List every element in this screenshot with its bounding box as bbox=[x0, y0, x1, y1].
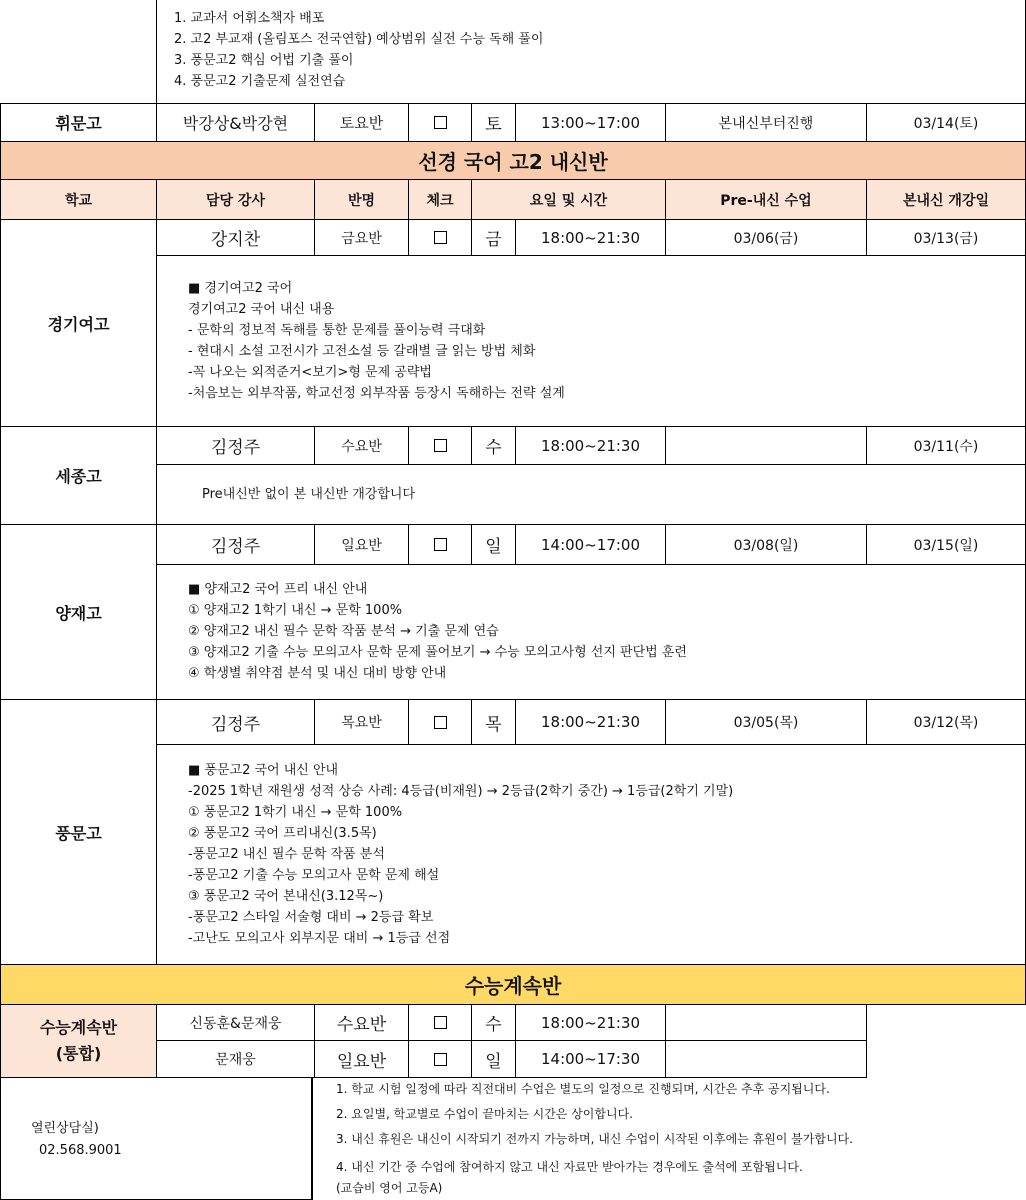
checkbox-icon[interactable] bbox=[434, 538, 447, 551]
note-line: ① 양재고2 1학기 내신 → 문학 100% bbox=[188, 603, 403, 618]
pre-class-cell bbox=[666, 427, 867, 465]
day-cell: 수 bbox=[472, 427, 516, 465]
class-name: 수요반 bbox=[315, 427, 409, 465]
class-name: 금요반 bbox=[315, 220, 409, 256]
time-cell: 18:00~21:30 bbox=[516, 700, 666, 745]
open-date-cell: 03/15(일) bbox=[867, 525, 1026, 565]
check-cell[interactable] bbox=[409, 525, 472, 565]
class-name: 목요반 bbox=[315, 700, 409, 745]
note-line: -2025 1학년 재원생 성적 상승 사례: 4등급(비재원) → 2등급(2학기 중간) → 1등급(2학기 기말) bbox=[188, 784, 734, 799]
contact-label: 열린상담실) bbox=[31, 1121, 99, 1136]
check-cell[interactable] bbox=[409, 104, 472, 142]
time-cell: 14:00~17:30 bbox=[516, 1041, 666, 1078]
school-name: 양재고 bbox=[0, 525, 157, 700]
class-name: 수요반 bbox=[315, 1005, 409, 1041]
day-cell: 수 bbox=[472, 1005, 516, 1041]
header-pre: Pre-내신 수업 bbox=[666, 180, 867, 220]
checkbox-icon[interactable] bbox=[434, 231, 447, 244]
note-line: Pre내신반 없이 본 내신반 개강합니다 bbox=[202, 487, 416, 502]
empty-cell bbox=[666, 1005, 867, 1041]
dept-name bbox=[0, 1005, 157, 1078]
check-cell[interactable] bbox=[409, 427, 472, 465]
pre-class-cell: 03/06(금) bbox=[666, 220, 867, 256]
open-date-cell: 03/11(수) bbox=[867, 427, 1026, 465]
pre-class-cell: 본내신부터진행 bbox=[666, 104, 867, 142]
teacher-name: 강지찬 bbox=[157, 220, 315, 256]
school-name: 휘문고 bbox=[0, 104, 157, 142]
pre-class-cell: 03/08(일) bbox=[666, 525, 867, 565]
note-line: -풍문고2 스타일 서술형 대비 → 2등급 확보 bbox=[188, 910, 434, 925]
pre-class-cell: 03/05(목) bbox=[666, 700, 867, 745]
day-cell: 일 bbox=[472, 1041, 516, 1078]
dept-line: (통합) bbox=[55, 1044, 102, 1063]
note-line: ② 풍문고2 국어 프리내신(3.5목) bbox=[188, 826, 377, 841]
header-check: 체크 bbox=[409, 180, 472, 220]
footer-note: 1. 학교 시험 일정에 따라 직전대비 수업은 별도의 일정으로 진행되며, 시간은 추후 공지됩니다. bbox=[336, 1082, 830, 1096]
class-notes bbox=[202, 484, 415, 505]
open-date-cell: 03/13(금) bbox=[867, 220, 1026, 256]
checkbox-icon[interactable] bbox=[434, 1053, 447, 1066]
class-notes bbox=[188, 760, 733, 949]
day-cell: 목 bbox=[472, 700, 516, 745]
top-school-cell bbox=[0, 0, 157, 104]
section-title: 수능계속반 bbox=[0, 965, 1026, 1005]
open-date-cell: 03/14(토) bbox=[867, 104, 1026, 142]
dept-line: 수능계속반 bbox=[39, 1018, 118, 1037]
footer-note: 4. 내신 기간 중 수업에 참여하지 않고 내신 자료만 받아가는 경우에도 출석에 포함됩니다. bbox=[336, 1160, 803, 1174]
footer-note: (교습비 영어 고등A) bbox=[336, 1181, 443, 1195]
checkbox-icon[interactable] bbox=[434, 439, 447, 452]
note-line: - 문학의 정보적 독해를 통한 문제를 풀이능력 극대화 bbox=[188, 323, 486, 338]
note-line: 2. 고2 부교재 (올림포스 전국연합) 예상범위 실전 수능 독해 풀이 bbox=[174, 32, 544, 47]
footer-notes bbox=[336, 1079, 853, 1199]
note-line: -꼭 나오는 외적준거<보기>형 문제 공략법 bbox=[188, 365, 432, 380]
contact-cell bbox=[0, 1078, 313, 1200]
check-cell[interactable] bbox=[409, 700, 472, 745]
time-cell: 18:00~21:30 bbox=[516, 427, 666, 465]
header-school: 학교 bbox=[0, 180, 157, 220]
teacher-name: 김정주 bbox=[157, 700, 315, 745]
class-name: 일요반 bbox=[315, 1041, 409, 1078]
note-line: ③ 양재고2 기출 수능 모의고사 문학 문제 풀어보기 → 수능 모의고사형 선지 판단법 훈련 bbox=[188, 645, 687, 660]
school-name: 풍문고 bbox=[0, 700, 157, 965]
header-daytime: 요일 및 시간 bbox=[472, 180, 666, 220]
note-line: ① 풍문고2 1학기 내신 → 문학 100% bbox=[188, 805, 403, 820]
note-line: 3. 풍문고2 핵심 어법 기출 풀이 bbox=[174, 53, 354, 68]
check-cell[interactable] bbox=[409, 1041, 472, 1078]
footer-note: 3. 내신 휴원은 내신이 시작되기 전까지 가능하며, 내신 수업이 시작된 이후에는 휴원이 불가합니다. bbox=[336, 1132, 853, 1146]
section-title: 선경 국어 고2 내신반 bbox=[0, 142, 1026, 180]
header-open: 본내신 개강일 bbox=[867, 180, 1026, 220]
note-line: -처음보는 외부작품, 학교선정 외부작품 등장시 독해하는 전략 설계 bbox=[188, 386, 565, 401]
top-notes bbox=[174, 8, 543, 92]
contact-phone: 02.568.9001 bbox=[39, 1143, 122, 1158]
note-line: -고난도 모의고사 외부지문 대비 → 1등급 선점 bbox=[188, 931, 451, 946]
note-line: ③ 풍문고2 국어 본내신(3.12목~) bbox=[188, 889, 384, 904]
note-line: 1. 교과서 어휘소책자 배포 bbox=[174, 11, 325, 26]
note-line: -풍문고2 내신 필수 문학 작품 분석 bbox=[188, 847, 385, 862]
note-line: ② 양재고2 내신 필수 문학 작품 분석 → 기출 문제 연습 bbox=[188, 624, 499, 639]
class-name: 토요반 bbox=[315, 104, 409, 142]
header-teacher: 담당 강사 bbox=[157, 180, 315, 220]
teacher-name: 김정주 bbox=[157, 525, 315, 565]
note-line: - 현대시 소설 고전시가 고전소설 등 갈래별 글 읽는 방법 체화 bbox=[188, 344, 536, 359]
note-line: ④ 학생별 취약점 분석 및 내신 대비 방향 안내 bbox=[188, 666, 447, 681]
check-cell[interactable] bbox=[409, 220, 472, 256]
class-notes bbox=[188, 278, 565, 404]
teacher-name: 신동훈&문재웅 bbox=[157, 1005, 315, 1041]
check-cell[interactable] bbox=[409, 1005, 472, 1041]
note-line: 경기여고2 국어 내신 내용 bbox=[188, 302, 335, 317]
school-name: 경기여고 bbox=[0, 220, 157, 427]
time-cell: 14:00~17:00 bbox=[516, 525, 666, 565]
school-name: 세종고 bbox=[0, 427, 157, 525]
note-line: ■ 풍문고2 국어 내신 안내 bbox=[188, 763, 339, 778]
teacher-name: 문재웅 bbox=[157, 1041, 315, 1078]
day-cell: 토 bbox=[472, 104, 516, 142]
time-cell: 18:00~21:30 bbox=[516, 1005, 666, 1041]
class-name: 일요반 bbox=[315, 525, 409, 565]
checkbox-icon[interactable] bbox=[434, 716, 447, 729]
note-line: ■ 경기여고2 국어 bbox=[188, 281, 293, 296]
time-cell: 18:00~21:30 bbox=[516, 220, 666, 256]
checkbox-icon[interactable] bbox=[434, 1016, 447, 1029]
teacher-name: 박강상&박강현 bbox=[157, 104, 315, 142]
class-notes bbox=[188, 579, 687, 684]
note-line: ■ 양재고2 국어 프리 내신 안내 bbox=[188, 582, 368, 597]
header-class: 반명 bbox=[315, 180, 409, 220]
day-cell: 금 bbox=[472, 220, 516, 256]
teacher-name: 김정주 bbox=[157, 427, 315, 465]
day-cell: 일 bbox=[472, 525, 516, 565]
footer-note: 2. 요일별, 학교별로 수업이 끝마치는 시간은 상이합니다. bbox=[336, 1107, 633, 1121]
note-line: -풍문고2 기출 수능 모의고사 문학 문제 해설 bbox=[188, 868, 440, 883]
time-cell: 13:00~17:00 bbox=[516, 104, 666, 142]
checkbox-icon[interactable] bbox=[434, 116, 447, 129]
open-date-cell: 03/12(목) bbox=[867, 700, 1026, 745]
empty-cell bbox=[666, 1041, 867, 1078]
note-line: 4. 풍문고2 기출문제 실전연습 bbox=[174, 74, 346, 89]
